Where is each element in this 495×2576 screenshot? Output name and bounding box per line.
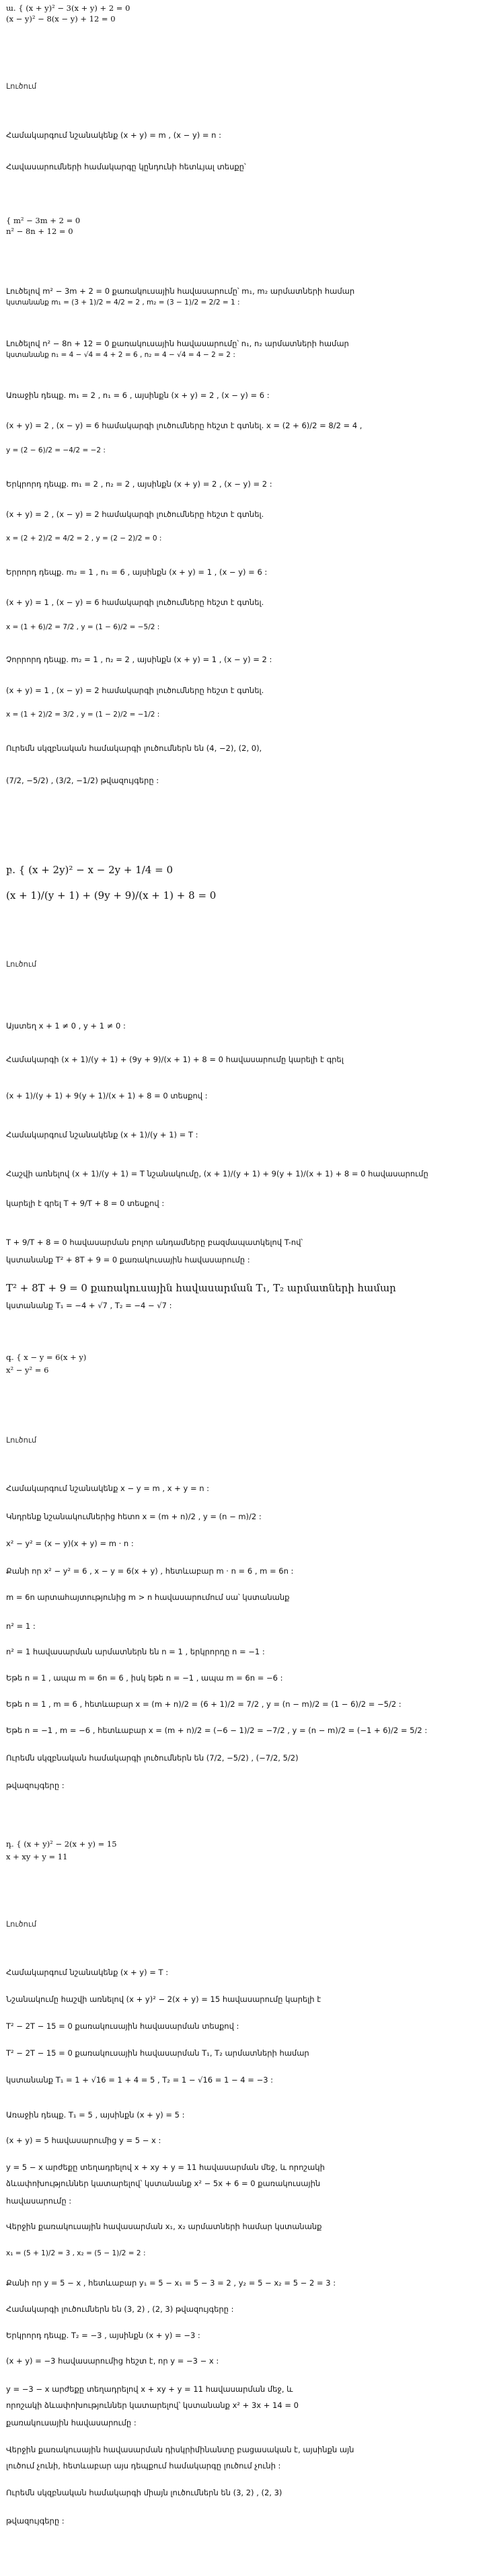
text-line: x = (1 + 6)/2 = 7/2 , y = (1 − 6)/2 = −5/2 : [6, 623, 160, 631]
text-line: Եթե n = 1 , ապա m = 6n = 6 , իսկ եթե n = −1 , ապա m = 6n = −6 : [6, 1673, 283, 1683]
text-line: Չորրորդ դեպք. m₂ = 1 , n₂ = 2 , այսինքն (x + y) = 1 , (x − y) = 2 : [6, 655, 272, 664]
text-line: y = 5 − x արժեքը տեղադրելով x + xy + y = 11 հավասարման մեջ, և որոշակի [6, 2163, 325, 2172]
text-line: x = (2 + 2)/2 = 4/2 = 2 , y = (2 − 2)/2 = 0 : [6, 534, 162, 542]
text-line: x² − y² = (x − y)(x + y) = m · n : [6, 1539, 134, 1548]
text-line: T + 9/T + 8 = 0 հավասարման բոլոր անդամները բազմապատկելով T-ով՝ [6, 1238, 303, 1247]
text-line: Եթե n = 1 , m = 6 , հետևաբար x = (m + n)/2 = (6 + 1)/2 = 7/2 , y = (n − m)/2 = (1 − 6)/2 = −5/2 : [6, 1699, 402, 1709]
text-line: քառակուսային հավասարումը : [6, 2418, 137, 2427]
text-line: Երրորդ դեպք. m₂ = 1 , n₁ = 6 , այսինքն (x + y) = 1 , (x − y) = 6 : [6, 567, 268, 577]
text-line: (x + y) = 1 , (x − y) = 6 համակարգի լուծումները հեշտ է գտնել. [6, 598, 264, 607]
text-line: Համակարգի (x + 1)/(y + 1) + (9y + 9)/(x + 1) + 8 = 0 հավասարումը կարելի է գրել [6, 1055, 344, 1064]
text-line: կստանանք T₁ = 1 + √16 = 1 + 4 = 5 , T₂ = 1 − √16 = 1 − 4 = −3 : [6, 2075, 274, 2085]
text-line: n² = 1 : [6, 1621, 36, 1631]
text-line: Համակարգում նշանակենք x − y = m , x + y = n : [6, 1484, 210, 1493]
text-line: Նշանակումը հաշվի առնելով (x + y)² − 2(x + y) = 15 հավասարումը կարելի է [6, 1995, 321, 2004]
text-line: որոշակի ձևափոխություններ կատարելով՝ կստանանք x² + 3x + 14 = 0 [6, 2401, 299, 2410]
text-line: Վերջին քառակուսային հավասարման x₁, x₂ արմատների համար կստանանք [6, 2222, 322, 2231]
text-line: ձևափոխություններ կատարելով՝ կստանանք x² − 5x + 6 = 0 քառակուսային [6, 2179, 321, 2188]
text-line: (x + 1)/(y + 1) + (9y + 9)/(x + 1) + 8 = 0 [6, 889, 217, 901]
text-line: Կնդրենք նշանակումներից հետո x = (m + n)/2 , y = (n − m)/2 : [6, 1512, 262, 1521]
text-line: կարելի է գրել T + 9/T + 8 = 0 տեսքով : [6, 1199, 165, 1208]
text-line: Համակարգում նշանակենք (x + y) = m , (x − y) = n : [6, 130, 221, 140]
text-line: m = 6n արտահայտությունից m > n հավասարումում սա՝ կստանանք [6, 1593, 290, 1602]
text-line: Ուրեմն սկզբնական համակարգի լուծումներն են (7/2, −5/2) , (−7/2, 5/2) [6, 1753, 299, 1763]
text-line: ա. { (x + y)² − 3(x + y) + 2 = 0 [6, 3, 130, 13]
text-line: x₁ = (5 + 1)/2 = 3 , x₂ = (5 − 1)/2 = 2 : [6, 2249, 146, 2257]
text-line: Ուրեմն սկզբնական համակարգի միայն լուծումներն են (3, 2) , (2, 3) [6, 2488, 282, 2497]
text-line: Լուծում [6, 959, 37, 969]
text-line: Լուծելով m² − 3m + 2 = 0 քառակուսային հավասարումը՝ m₁, m₂ արմատների համար [6, 286, 355, 296]
text-line: Վերջին քառակուսային հավասարման դիսկրիմինանտը բացասական է, այսինքն այն [6, 2445, 354, 2454]
text-line: Եթե n = −1 , m = −6 , հետևաբար x = (m + n)/2 = (−6 − 1)/2 = −7/2 , y = (n − m)/2 = (−1 + 6)/2 = 5/2 : [6, 1726, 428, 1735]
text-line: հավասարումը : [6, 2196, 72, 2206]
text-line: (x + y) = 1 , (x − y) = 2 համակարգի լուծումները հեշտ է գտնել. [6, 686, 264, 695]
text-line: կստանանք T² + 8T + 9 = 0 քառակուսային հավասարումը : [6, 1255, 250, 1264]
text-line: Քանի որ y = 5 − x , հետևաբար y₁ = 5 − x₁ = 5 − 3 = 2 , y₂ = 5 − x₂ = 5 − 2 = 3 : [6, 2278, 336, 2288]
text-line: T² + 8T + 9 = 0 քառակուսային հավասարման T₁, T₂ արմատների համար [6, 1282, 396, 1294]
text-line: { m² − 3m + 2 = 0 [6, 216, 81, 225]
text-line: (x + y) = −3 հավասարումից հեշտ է, որ y = −3 − x : [6, 2356, 219, 2366]
text-line: Լուծում [6, 81, 37, 91]
text-line: (x + y) = 2 , (x − y) = 6 համակարգի լուծումները հեշտ է գտնել. x = (2 + 6)/2 = 8/2 = 4 , [6, 421, 363, 430]
text-line: T² − 2T − 15 = 0 քառակուսային հավասարման T₁, T₂ արմատների համար [6, 2048, 309, 2058]
text-line: գ. { x − y = 6(x + y) [6, 1353, 87, 1362]
text-line: թվազույգերը : [6, 2516, 65, 2526]
text-line: T² − 2T − 15 = 0 քառակուսային հավասարման տեսքով : [6, 2021, 239, 2031]
text-line: Երկրորդ դեպք. T₂ = −3 , այսինքն (x + y) = −3 : [6, 2331, 200, 2340]
text-line: Այստեղ x + 1 ≠ 0 , y + 1 ≠ 0 : [6, 1021, 126, 1031]
text-line: Լուծելով n² − 8n + 12 = 0 քառակուսային հավասարումը՝ n₁, n₂ արմատների համար [6, 339, 349, 348]
text-line: լուծում չունի, հետևաբար այս դեպքում համակարգը լուծում չունի : [6, 2461, 281, 2470]
text-line: Լուծում [6, 1919, 37, 1929]
text-line: կստանանք n₁ = 4 − √4 = 4 + 2 = 6 , n₂ = 4 − √4 = 4 − 2 = 2 : [6, 351, 235, 359]
text-line: Հաշվի առնելով (x + 1)/(y + 1) = T նշանակումը, (x + 1)/(y + 1) + 9(y + 1)/(x + 1) + 8 = 0 հավասարումը [6, 1169, 428, 1178]
text-line: բ. { (x + 2y)² − x − 2y + 1/4 = 0 [6, 864, 173, 876]
text-line: կստանանք m₁ = (3 + 1)/2 = 4/2 = 2 , m₂ = (3 − 1)/2 = 2/2 = 1 : [6, 298, 240, 307]
text-line: Քանի որ x² − y² = 6 , x − y = 6(x + y) , հետևաբար m · n = 6 , m = 6n : [6, 1566, 294, 1576]
text-line: Համակարգի լուծումներն են (3, 2) , (2, 3) թվազույգերը : [6, 2304, 234, 2314]
text-line: x + xy + y = 11 [6, 1852, 68, 1861]
text-line: y = −3 − x արժեքը տեղադրելով x + xy + y = 11 հավասարման մեջ, և [6, 2384, 293, 2394]
text-line: Երկրորդ դեպք. m₁ = 2 , n₂ = 2 , այսինքն (x + y) = 2 , (x − y) = 2 : [6, 479, 272, 489]
text-line: x² − y² = 6 [6, 1365, 49, 1375]
text-line: (x + y) = 5 հավասարումից y = 5 − x : [6, 2136, 161, 2145]
text-line: (x + 1)/(y + 1) + 9(y + 1)/(x + 1) + 8 = 0 տեսքով : [6, 1091, 208, 1100]
text-line: y = (2 − 6)/2 = −4/2 = −2 : [6, 446, 106, 454]
text-line: Լուծում [6, 1435, 37, 1445]
text-line: Համակարգում նշանակենք (x + 1)/(y + 1) = T : [6, 1130, 198, 1139]
text-line: թվազույգերը : [6, 1781, 65, 1790]
text-line: Համակարգում նշանակենք (x + y) = T : [6, 1968, 169, 1977]
text-line: (7/2, −5/2) , (3/2, −1/2) թվազույգերը : [6, 776, 159, 785]
text-line: (x + y) = 2 , (x − y) = 2 համակարգի լուծումները հեշտ է գտնել. [6, 510, 264, 519]
text-line: Ուրեմն սկզբնական համակարգի լուծումներն են (4, −2), (2, 0), [6, 743, 262, 753]
text-line: Առաջին դեպք. T₁ = 5 , այսինքն (x + y) = 5 : [6, 2110, 185, 2120]
text-line: Հավասարումների համակարգը կընդունի հետևյալ տեսքը՝ [6, 162, 246, 171]
text-line: Առաջին դեպք. m₁ = 2 , n₁ = 6 , այսինքն (x + y) = 2 , (x − y) = 6 : [6, 391, 270, 400]
text-line: n² = 1 հավասարման արմատներն են n = 1 , երկրորդը n = −1 : [6, 1647, 265, 1656]
text-line: x = (1 + 2)/2 = 3/2 , y = (1 − 2)/2 = −1/2 : [6, 711, 160, 719]
text-line: դ. { (x + y)² − 2(x + y) = 15 [6, 1839, 117, 1849]
text-line: n² − 8n + 12 = 0 [6, 227, 73, 236]
text-line: կստանանք T₁ = −4 + √7 , T₂ = −4 − √7 : [6, 1301, 172, 1310]
text-line: (x − y)² − 8(x − y) + 12 = 0 [6, 14, 116, 24]
